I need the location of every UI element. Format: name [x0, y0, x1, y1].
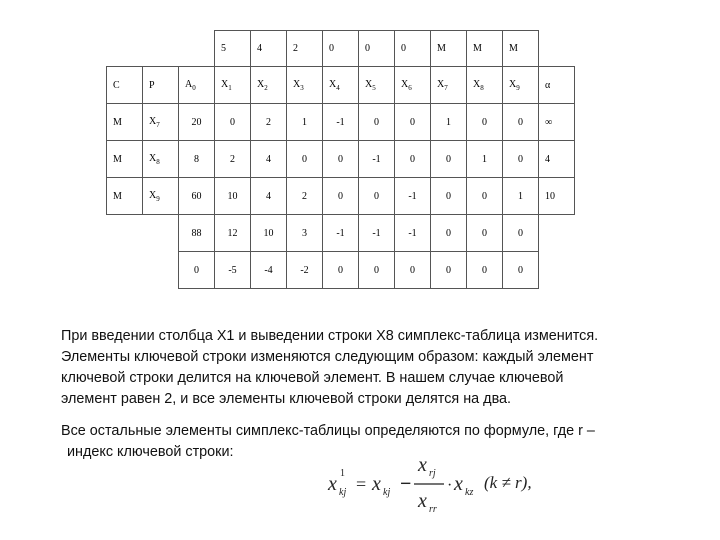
paragraph-line: элемент равен 2, и все элементы ключевой строки делятся на два. [61, 391, 512, 407]
delta-cell: 88 [179, 215, 215, 252]
table-cell: 0 [503, 141, 539, 178]
cost-cell: M [467, 31, 503, 67]
table-cell: 0 [503, 104, 539, 141]
formula-lhs-sub: kj [339, 487, 347, 498]
header-cell: $X_2$ [251, 67, 287, 104]
table-cell: $X_7$ [143, 104, 179, 141]
cost-cell: M [503, 31, 539, 67]
table-row [107, 104, 575, 141]
table-cell: 0 [215, 104, 251, 141]
cost-cell: 0 [359, 31, 395, 67]
cost-cell: 5 [215, 31, 251, 67]
delta-cell: 12 [215, 215, 251, 252]
cost-row [107, 31, 575, 67]
table-cell: 4 [251, 178, 287, 215]
header-row [107, 67, 575, 104]
cost-cell: 0 [395, 31, 431, 67]
delta-cell: 0 [503, 215, 539, 252]
table-cell: 60 [179, 178, 215, 215]
table-cell: M [107, 141, 143, 178]
delta-cell: -1 [323, 215, 359, 252]
header-cell: $X_7$ [431, 67, 467, 104]
simplex-table [106, 30, 575, 289]
table-cell: M [107, 178, 143, 215]
table-cell: M [107, 104, 143, 141]
cost-cell: 0 [323, 31, 359, 67]
formula-term1: x [372, 473, 381, 495]
cost-cell: 4 [251, 31, 287, 67]
table-cell: 10 [539, 178, 575, 215]
header-cell: $X_8$ [467, 67, 503, 104]
table-cell: 20 [179, 104, 215, 141]
delta-row [107, 215, 575, 252]
formula-numerator-sub: rj [429, 468, 436, 479]
header-cell: $X_3$ [287, 67, 323, 104]
formula-condition: (k ≠ r), [484, 473, 532, 492]
delta-cell: 0 [431, 252, 467, 289]
header-cell: $X_9$ [503, 67, 539, 104]
table-cell: $X_9$ [143, 178, 179, 215]
delta-cell: 0 [467, 252, 503, 289]
formula-dot: · [447, 477, 453, 494]
cost-cell: M [431, 31, 467, 67]
delta-cell: 0 [395, 252, 431, 289]
formula-lhs-super: 1 [340, 468, 345, 479]
header-cell: $X_1$ [215, 67, 251, 104]
paragraph-line: индекс ключевой строки: [67, 444, 234, 460]
table-cell: 0 [395, 141, 431, 178]
delta-cell: -1 [359, 215, 395, 252]
update-formula [326, 452, 546, 522]
table-cell: 0 [359, 104, 395, 141]
formula-factor-sub: kz [465, 487, 474, 498]
table-cell: 8 [179, 141, 215, 178]
table-cell: 0 [323, 141, 359, 178]
header-cell: $X_6$ [395, 67, 431, 104]
paragraph-line: При введении столбца X1 и выведении строки X8 симплекс-таблица изменится. [61, 328, 599, 344]
table-cell: 0 [431, 178, 467, 215]
formula-equals: = [356, 474, 367, 494]
table-cell: 0 [359, 178, 395, 215]
table-cell: 4 [251, 141, 287, 178]
table-row [107, 141, 575, 178]
table-cell: 2 [251, 104, 287, 141]
table-cell: 1 [503, 178, 539, 215]
table-cell: -1 [323, 104, 359, 141]
formula-minus: − [400, 473, 412, 495]
table-cell: 2 [287, 178, 323, 215]
paragraph-line: ключевой строки делится на ключевой элемент. В нашем случае ключевой [61, 370, 564, 386]
header-cell: $X_4$ [323, 67, 359, 104]
formula-factor: x [454, 473, 463, 495]
delta-cell: 0 [323, 252, 359, 289]
table-cell: ∞ [539, 104, 575, 141]
delta-cell: 10 [251, 215, 287, 252]
header-cell: $A_0$ [179, 67, 215, 104]
header-cell: C [107, 67, 143, 104]
delta-row [107, 252, 575, 289]
delta-cell: 3 [287, 215, 323, 252]
delta-cell: -4 [251, 252, 287, 289]
table-cell: 2 [215, 141, 251, 178]
table-cell: -1 [395, 178, 431, 215]
formula-numerator: x [418, 454, 427, 476]
delta-cell: -2 [287, 252, 323, 289]
table-cell: 1 [467, 141, 503, 178]
delta-cell: 0 [179, 252, 215, 289]
table-cell: 0 [395, 104, 431, 141]
formula-denominator: x [418, 490, 427, 512]
table-cell: $X_8$ [143, 141, 179, 178]
header-cell: P [143, 67, 179, 104]
table-cell: 1 [431, 104, 467, 141]
paragraph-line: Элементы ключевой строки изменяются следующим образом: каждый элемент [61, 349, 594, 365]
table-cell: 0 [467, 104, 503, 141]
table-cell: 0 [287, 141, 323, 178]
delta-cell: -5 [215, 252, 251, 289]
header-cell: α [539, 67, 575, 104]
table-cell: 0 [323, 178, 359, 215]
table-cell: 10 [215, 178, 251, 215]
cost-cell: 2 [287, 31, 323, 67]
table-cell: 1 [287, 104, 323, 141]
table-cell: -1 [359, 141, 395, 178]
formula-term1-sub: kj [383, 487, 391, 498]
table-cell: 0 [467, 178, 503, 215]
header-cell: $X_5$ [359, 67, 395, 104]
delta-cell: -1 [395, 215, 431, 252]
delta-cell: 0 [359, 252, 395, 289]
paragraph-line: Все остальные элементы симплекс-таблицы определяются по формуле, где r – [61, 423, 595, 439]
formula-lhs: x [328, 473, 337, 495]
formula-denominator-sub: rr [429, 504, 437, 515]
delta-cell: 0 [503, 252, 539, 289]
table-cell: 0 [431, 141, 467, 178]
explanation-paragraph [61, 326, 681, 410]
table-row [107, 178, 575, 215]
delta-cell: 0 [467, 215, 503, 252]
delta-cell: 0 [431, 215, 467, 252]
table-cell: 4 [539, 141, 575, 178]
